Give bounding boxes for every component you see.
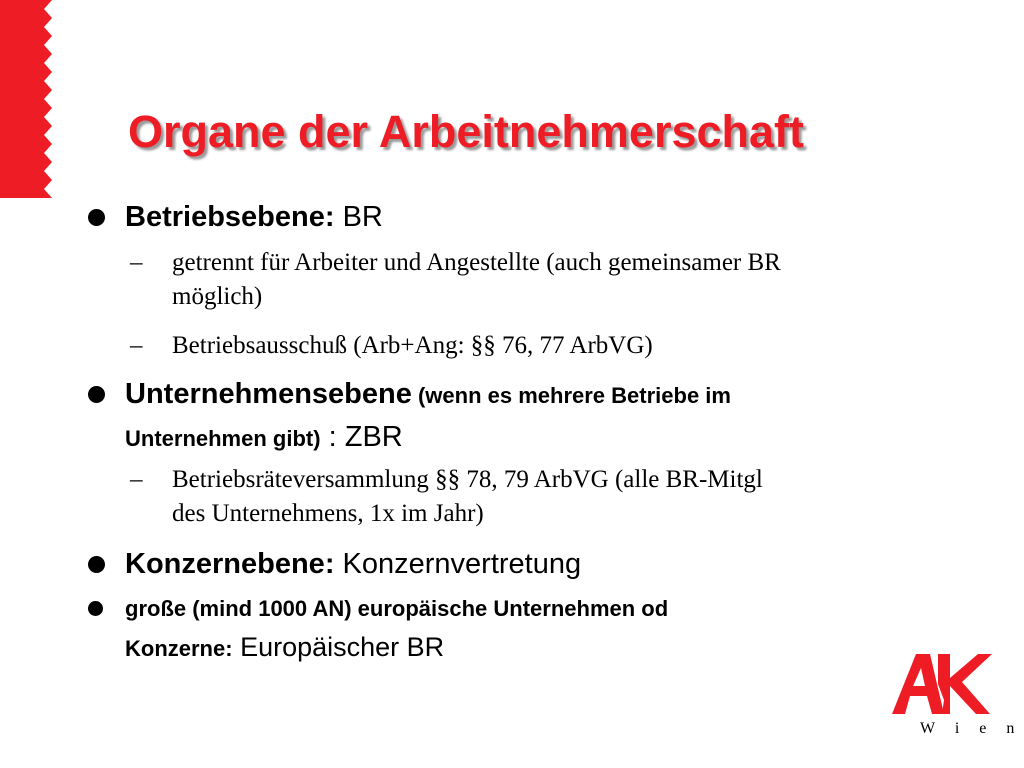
- subitem-line: Betriebsausschuß (Arb+Ang: §§ 76, 77 ArbVG): [172, 332, 653, 359]
- bullet-lead: Unternehmensebene: [125, 378, 412, 410]
- bullet-item-europaeischer-br: [88, 592, 968, 668]
- bullet-dot-icon: [88, 556, 105, 573]
- dash-marker: –: [130, 466, 143, 493]
- bullet-dot-icon: [88, 209, 105, 226]
- subitem-line: getrennt für Arbeiter und Angestellte (auch gemeinsamer BR: [172, 249, 781, 276]
- bullet-text: Europäischer BR: [232, 632, 445, 662]
- bullet-lead: Betriebsebene:: [125, 201, 335, 233]
- logo-caption: W i e n: [920, 720, 1023, 737]
- bullet-lead: Konzernebene:: [125, 548, 335, 580]
- subitem-line: möglich): [172, 283, 263, 310]
- subitem-line: des Unternehmens, 1x im Jahr): [172, 500, 484, 527]
- bullet-dot-icon: [88, 386, 105, 403]
- bullet-note: Unternehmen gibt): [125, 426, 321, 451]
- dash-marker: –: [130, 332, 143, 359]
- slide-title: Organe der Arbeitnehmerschaft: [128, 106, 805, 157]
- decorative-zigzag-strip: [0, 0, 58, 200]
- subitem-line: Betriebsräteversammlung §§ 78, 79 ArbVG (alle BR-Mitgl: [172, 466, 763, 493]
- ak-logo-icon: [886, 648, 994, 718]
- bullet-text: BR: [334, 201, 383, 233]
- bullet-note: (wenn es mehrere Betriebe im: [411, 383, 731, 408]
- bullet-lead: Konzerne:: [125, 636, 233, 661]
- subitem-betriebsraeteversammlung: [130, 463, 990, 533]
- bullet-item-unternehmensebene: [88, 374, 968, 458]
- subitem-getrennt: [130, 246, 990, 316]
- bullet-text: Konzernvertretung: [334, 548, 582, 580]
- bullet-lead: große (mind 1000 AN) europäische Unternehmen od: [125, 596, 669, 621]
- subitem-betriebsausschuss: [130, 329, 990, 365]
- bullet-text: : ZBR: [320, 421, 403, 453]
- bullet-item-konzernebene: [88, 545, 968, 585]
- dash-marker: –: [130, 249, 143, 276]
- bullet-dot-icon: [88, 601, 103, 616]
- bullet-item-betriebsebene: [88, 198, 968, 238]
